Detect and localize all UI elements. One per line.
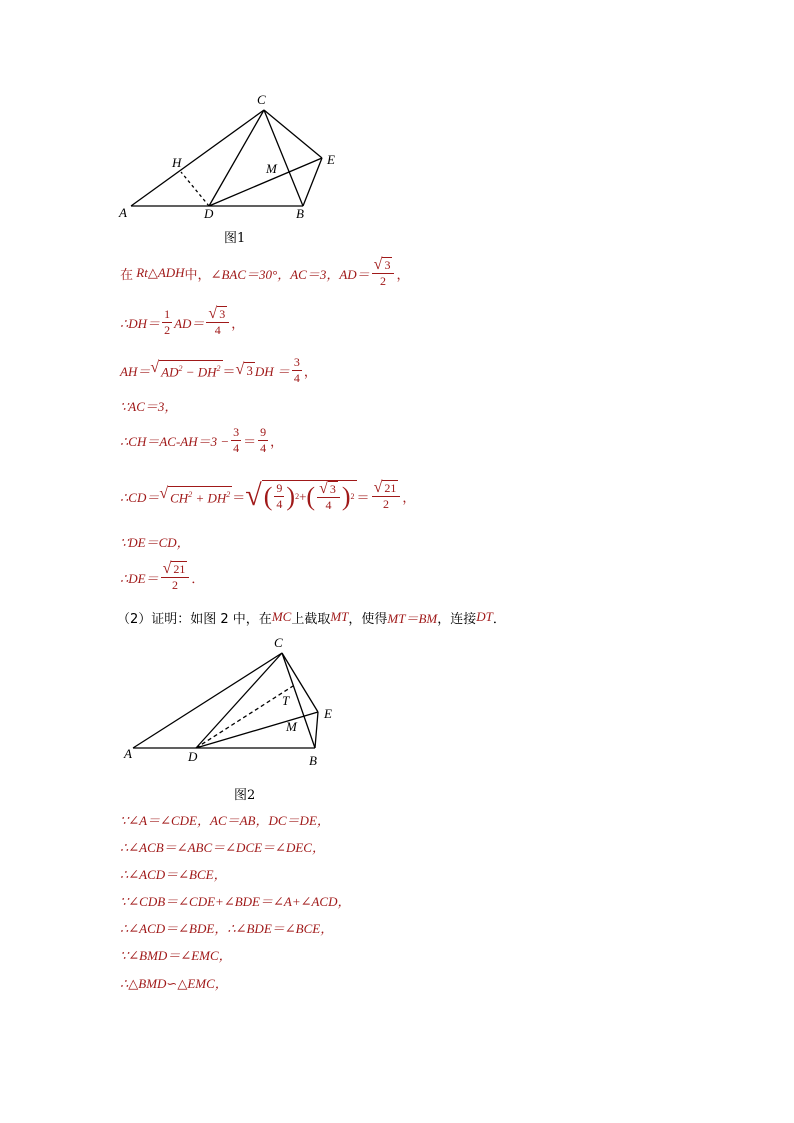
label-E: E [324, 706, 332, 721]
segment-DH-dashed [181, 172, 209, 206]
segment-CD [196, 653, 282, 748]
label-D: D [204, 206, 214, 221]
label-A: A [124, 746, 132, 761]
segment-CD [209, 110, 264, 206]
line-7: ∵DE＝CD， [120, 534, 190, 550]
figure-1-diagram [110, 88, 350, 228]
label-M: M [266, 161, 277, 176]
line-16: ∴△BMD∽△EMC， [120, 975, 228, 991]
label-B: B [296, 206, 304, 221]
line-10: ∵∠A＝∠CDE，AC＝AB，DC＝DE， [120, 812, 330, 828]
label-C: C [274, 635, 283, 650]
figure-1-caption: 图1 [224, 231, 246, 246]
segment-BE [315, 712, 318, 748]
line-15: ∵∠BMD＝∠EMC， [120, 947, 232, 963]
line-14: ∴∠ACD＝∠BDE，∴∠BDE＝∠BCE， [120, 920, 334, 936]
line-11: ∴∠ACB＝∠ABC＝∠DCE＝∠DEC， [120, 839, 325, 855]
label-T: T [282, 693, 290, 708]
label-D: D [188, 749, 198, 764]
line-2: ∴DH＝ $\frac{1}{2}$ AD＝ √ 3 4 ， [120, 305, 245, 337]
segment-CE [264, 110, 322, 158]
line-6: ∴CD＝ √ $CH^2 + DH^2$ ＝ √ ( $\frac{9}{4}$ ) 2 + ( √ 3 4 ) 2 ＝ √ 21 2 ， [120, 479, 416, 512]
line-12: ∴∠ACD＝∠BCE， [120, 866, 227, 882]
label-H: H [172, 155, 182, 170]
line-8: ∴DE＝ √ 21 2 ． [120, 560, 205, 592]
label-B: B [309, 753, 317, 768]
segment-CB [264, 110, 303, 206]
line-3: AH＝ √ $AD^2 - DH^2$ ＝ √ 3 DH ＝ $\frac{3}{4}$ ， [120, 354, 317, 385]
line-4: ∵AC＝3， [120, 398, 178, 414]
label-A: A [119, 205, 127, 220]
label-C: C [257, 92, 266, 107]
segment-AC [133, 653, 282, 748]
line-13: ∵∠CDB＝∠CDE+∠BDE＝∠A+∠ACD， [120, 893, 351, 909]
line-9: （2）证明：如图 2 中，在 MC 上截取 MT ，使得 MT＝BM ，连接 DT ． [117, 609, 506, 627]
label-E: E [327, 152, 335, 167]
line-5: ∴CH＝AC-AH＝3 − $\frac{3}{4}$ ＝ $\frac{9}{4}$ ， [120, 424, 284, 455]
figure-2-diagram [115, 630, 345, 775]
line-1: 在 Rt △ADH 中， ∠BAC＝30°，AC＝3，AD＝ √ 3 2 ， [120, 256, 410, 288]
label-M: M [286, 719, 297, 734]
figure-2-caption: 图2 [234, 788, 256, 803]
segment-DE [196, 712, 318, 748]
